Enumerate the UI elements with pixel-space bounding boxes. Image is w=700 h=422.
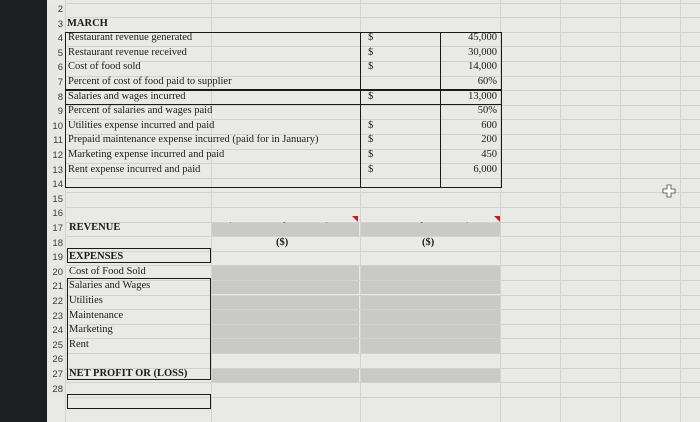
item-label: Utilities expense incurred and paid — [68, 119, 215, 131]
input-cell[interactable] — [361, 310, 500, 324]
item-currency: $ — [368, 32, 374, 44]
input-cell[interactable] — [361, 266, 500, 280]
col2-sub: ($) — [422, 237, 435, 248]
row-header[interactable]: 28 — [47, 383, 65, 398]
row-header[interactable]: 18 — [47, 237, 65, 252]
input-cell[interactable] — [361, 369, 500, 383]
comment-marker[interactable] — [494, 216, 500, 222]
item-label: Cost of food sold — [68, 61, 141, 73]
input-cell[interactable] — [361, 281, 500, 295]
row-header[interactable]: 9 — [47, 105, 65, 120]
col1-sub: ($) — [276, 237, 289, 248]
row-header[interactable]: 26 — [47, 353, 65, 368]
row-header[interactable]: 20 — [47, 266, 65, 281]
expense-label: Utilities — [69, 295, 103, 306]
expense-label: Maintenance — [69, 309, 124, 321]
divider-cur — [360, 32, 361, 188]
row-header[interactable]: 23 — [47, 310, 65, 325]
item-currency: $ — [368, 119, 374, 131]
item-box-bottom — [65, 104, 502, 188]
expense-label: Rent — [69, 338, 89, 350]
input-cell[interactable] — [212, 369, 359, 383]
row-header[interactable]: 7 — [47, 76, 65, 91]
item-label: Marketing expense incurred and paid — [68, 149, 225, 160]
input-cell[interactable] — [361, 223, 500, 237]
row-header[interactable]: 12 — [47, 149, 65, 164]
item-value: 13,000 — [468, 90, 497, 102]
row-header[interactable]: 19 — [47, 251, 65, 266]
item-value: 50% — [477, 105, 497, 117]
row-header[interactable]: 15 — [47, 193, 65, 208]
revenue-box — [67, 248, 211, 263]
expenses-box — [67, 278, 211, 380]
row-header[interactable]: 22 — [47, 295, 65, 310]
item-currency: $ — [368, 61, 374, 73]
item-value: 45,000 — [468, 32, 497, 44]
expense-label: Marketing — [69, 324, 113, 336]
left-bezel — [0, 0, 47, 422]
item-currency: $ — [368, 134, 374, 146]
expenses-label: EXPENSES — [69, 251, 124, 263]
item-value: 600 — [481, 119, 497, 131]
input-cell[interactable] — [212, 296, 359, 310]
row-header[interactable]: 24 — [47, 324, 65, 339]
revenue-label: REVENUE — [69, 222, 121, 233]
expense-label: Cost of Food Sold — [69, 265, 146, 277]
row-header[interactable]: 13 — [47, 164, 65, 179]
row-header[interactable]: 4 — [47, 32, 65, 47]
item-label: Rent expense incurred and paid — [68, 163, 201, 175]
row-header[interactable]: 16 — [47, 207, 65, 222]
row-header[interactable]: 21 — [47, 280, 65, 295]
cell-cursor-plus-icon — [662, 184, 676, 198]
row-header[interactable]: 10 — [47, 120, 65, 135]
net-box — [67, 394, 211, 409]
row-header[interactable]: 3 — [47, 18, 65, 33]
item-label: Prepaid maintenance expense incurred (paid for in January) — [68, 134, 319, 146]
input-cell[interactable] — [212, 339, 359, 353]
input-cell[interactable] — [212, 223, 359, 237]
item-label: Percent of salaries and wages paid — [68, 105, 213, 117]
input-cell[interactable] — [361, 339, 500, 353]
item-label: Restaurant revenue generated — [68, 32, 193, 44]
item-currency: $ — [368, 163, 374, 175]
item-value: 200 — [481, 134, 497, 146]
input-cell[interactable] — [361, 325, 500, 339]
item-value: 450 — [481, 149, 497, 160]
row-header[interactable]: 5 — [47, 47, 65, 62]
item-currency: $ — [368, 46, 374, 58]
expense-label: Salaries and Wages — [69, 280, 151, 292]
row-header[interactable]: 6 — [47, 61, 65, 76]
item-label: Percent of cost of food paid to supplier — [68, 76, 232, 87]
item-value: 6,000 — [473, 163, 497, 175]
item-value: 30,000 — [468, 46, 497, 58]
row-header[interactable]: 25 — [47, 339, 65, 354]
input-cell[interactable] — [212, 281, 359, 295]
input-cell[interactable] — [212, 266, 359, 280]
row-header[interactable]: 2 — [47, 3, 65, 18]
input-cell[interactable] — [212, 310, 359, 324]
input-cell[interactable] — [361, 296, 500, 310]
row-header[interactable]: 8 — [47, 91, 65, 106]
row-header[interactable]: 14 — [47, 178, 65, 193]
item-label: Restaurant revenue received — [68, 46, 187, 58]
input-cell[interactable] — [212, 325, 359, 339]
divider-val — [440, 32, 441, 188]
item-box-top — [65, 32, 502, 90]
item-currency: $ — [368, 149, 374, 160]
item-label: Salaries and wages incurred — [68, 90, 186, 102]
row-header[interactable]: 27 — [47, 368, 65, 383]
comment-marker[interactable] — [352, 216, 358, 222]
net-profit-label: NET PROFIT OR (LOSS) — [69, 368, 188, 379]
item-currency: $ — [368, 90, 374, 102]
row-header[interactable]: 11 — [47, 134, 65, 149]
item-value: 14,000 — [468, 61, 497, 73]
item-value: 60% — [477, 76, 497, 87]
section-title: MARCH — [67, 18, 108, 29]
row-header[interactable]: 17 — [47, 222, 65, 237]
item-box-mid — [65, 90, 502, 104]
